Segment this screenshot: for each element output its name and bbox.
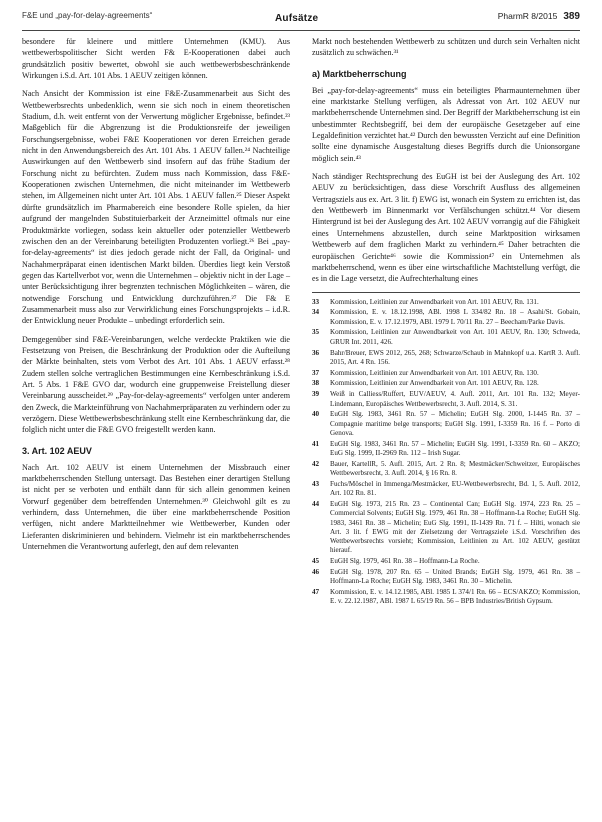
footnote <box>312 328 580 347</box>
section-heading: 3. Art. 102 AEUV <box>22 445 92 456</box>
footnote-number: 43 <box>312 479 320 488</box>
footnote-number: 37 <box>312 368 320 377</box>
footnote-number: 33 <box>312 297 320 306</box>
footnote <box>312 410 580 438</box>
paragraph: Demgegenüber sind F&E-Vereinbarungen, welche verdeckte Praktiken wie die Festsetzung von Preisen, die Beschränkung der Produktion oder die Aufteilung der Märkte beinhalten, stets vom Verbot des Art. 101 Abs. 1 AEUV erfasst.²⁸ Zudem stellen solche vertraglichen Bestimmungen eine Kernbeschränkung i.S.d. Art. 5 Abs. 1 F&E GVO dar, wodurch eine gruppenweise Freistellung dieser Vereinbarung ausscheidet.²⁹ „Pay-for-delay-agreements“ verfolgen unter anderem den Zweck, die Markteinführung von Nachahmerpräparaten zu verhindern oder zu verzögern. Diese Wettbewerbsbeschränkung stellt eine Kernbeschränkung dar, die folglich nicht unter die F&E GVO freigestellt werden kann. <box>22 334 290 435</box>
paragraph: Bei „pay-for-delay-agreements“ muss ein beteiligtes Pharmaunternehmen über eine marktstarke Stellung verfügen, als Adressat von Art. 102 AEUV nur marktbeherrschende Unternehmen sind. Der Begriff der Marktbeherrschung ist ein unbestimmter Rechtsbegriff, bei dem der europäische Gesetzgeber auf eine Legaldefinition verzichtet hat.⁴² Durch den bewussten Verzicht auf eine Definition sollte eine dynamische Ausgestaltung dieses Begriffs durch die Unionsorgane möglich sein.⁴³ <box>312 85 580 163</box>
footnote-number: 39 <box>312 390 320 399</box>
footnote-number: 35 <box>312 328 320 337</box>
footnote-text: Fuchs/Möschel in Immenga/Mestmäcker, EU-Wettbewerbsrecht, Bd. 1, 5. Aufl. 2012, Art. 102 Rn. 81. <box>330 479 580 498</box>
footnote-number: 47 <box>312 588 320 597</box>
footnote <box>312 588 580 607</box>
footnotes <box>312 298 580 607</box>
footnote-text: Kommission, Leitlinien zur Anwendbarkeit von Art. 101 AEUV, Rn. 130; Schweda, GRUR Int. 2011, 426. <box>330 328 580 346</box>
footnote-text: EuGH Slg. 1978, 207 Rn. 65 – United Brands; EuGH Slg. 1979, 461 Rn. 38 – Hoffmann-La Roche; EuGH Slg. 1983, 3461 Rn. 30 – Michelin. <box>330 568 580 586</box>
footnote-text: Kommission, Leitlinien zur Anwendbarkeit von Art. 101 AEUV, Rn. 130. <box>330 368 539 377</box>
footnote-text: Bahr/Breuer, EWS 2012, 265, 268; Schwarze/Schaub in Mahnkopf u.a. KartR 3. Aufl. 2015, Art. 4 Rn. 156. <box>330 348 580 366</box>
footnote <box>312 440 580 459</box>
footnote-number: 46 <box>312 568 320 577</box>
subsection-heading: a) Marktbeherrschung <box>312 68 407 79</box>
footnote-number: 40 <box>312 410 320 419</box>
paragraph: Nach Art. 102 AEUV ist einem Unternehmen der Missbrauch einer marktbeherrschenden Stellung untersagt. Das Bestehen einer derartigen Stellung ist nicht per se verboten und enthält dann für sich allein genommen keinen Vorwurf gegenüber dem betreffenden Unternehmen.³⁰ Gleichwohl gilt es zu verhindern, dass Unternehmen, die über eine marktbeherrschende Position verfügen, nicht andere Marktteilnehmer wie Wettbewerber, Kunden oder Lieferanten diskriminieren und behindern. Vielmehr ist ein marktbeherrschendes Unternehmen die Verantwortung auferlegt, den auf dem relevanten <box>22 462 290 552</box>
page-header <box>22 8 580 28</box>
right-column <box>312 36 580 608</box>
footnote-number: 34 <box>312 308 320 317</box>
footnote <box>312 568 580 587</box>
journal-issue <box>498 11 580 22</box>
footnote-text: EuGH Slg. 1979, 461 Rn. 38 – Hoffmann-La Roche. <box>330 557 480 566</box>
footnote <box>312 480 580 499</box>
footnote <box>312 557 580 566</box>
footnote <box>312 298 580 307</box>
footnote-text: EuGH Slg. 1983, 3461 Rn. 57 – Michelin; EuGH Slg. 2000, I-1445 Rn. 37 – Compagnie maritime belge transports; EuGH Slg. 1991, I-3359 Rn. 16 f. – Porto di Genova. <box>330 410 580 437</box>
page-number: 389 <box>563 11 580 22</box>
footnote-text: EuGH Slg. 1983, 3461 Rn. 57 – Michelin; EuGH Slg. 1991, I-3359 Rn. 60 – AKZO; EuG Slg. 1999, II-2969 Rn. 112 – Irish Sugar. <box>330 439 580 457</box>
footnote-text: Weiß in Calliess/Ruffert, EUV/AEUV, 4. Aufl. 2011, Art. 101 Rn. 132; Meyer-Lindemann, Europäisches Wettbewerbsrecht, 3. Aufl. 2014, S. 31. <box>330 390 580 408</box>
paragraph: Markt noch bestehenden Wettbewerb zu schützen und durch sein Verhalten nicht zusätzlich zu schwächen.³¹ <box>312 37 580 58</box>
footnote <box>312 390 580 409</box>
footnote-number: 42 <box>312 459 320 468</box>
footnote-number: 41 <box>312 439 320 448</box>
paragraph: besondere für kleinere und mittlere Unternehmen (KMU). Aus wettbewerbspolitischer Sicht werden F& E-Kooperationen dabei auch grundsätzlich positiv bewertet, obwohl sie auch wettbewerbsbeschränkende Wirkungen i.S.d. Art. 101 Abs. 1 AEUV zeitigen können. <box>22 37 290 81</box>
footnote-number: 45 <box>312 557 320 566</box>
footnote <box>312 500 580 556</box>
footnotes-rule <box>312 292 580 293</box>
footnote <box>312 369 580 378</box>
footnote-text: Kommission, Leitlinien zur Anwendbarkeit von Art. 101 AEUV, Rn. 131. <box>330 297 539 306</box>
footnote-text: Kommission, E. v. 14.12.1985, ABl. 1985 L 374/1 Rn. 66 – ECS/AKZO; Kommission, E. v. 22.12.1987, ABl. 1987 L 65/19 Rn. 56 – BPB Industries/British Gypsum. <box>330 588 580 606</box>
footnote-text: Kommission, E. v. 18.12.1998, ABl. 1998 L 334/82 Rn. 18 – Asahi/St. Gobain, Kommission, E. v. 17.12.1979, ABl. 1979 L 70/11 Rn. 27 – Beecham/Parke Davis. <box>330 308 580 326</box>
left-column <box>22 36 290 559</box>
footnote-text: Kommission, Leitlinien zur Anwendbarkeit von Art. 101 AEUV, Rn. 128. <box>330 379 539 388</box>
footnote-text: Bauer, KartellR, 5. Aufl. 2015, Art. 2 Rn. 8; Mestmäcker/Schweitzer, Europäisches Wettbewerbsrecht, 3. Aufl. 2014, § 16 Rn. 8. <box>330 459 580 478</box>
journal-name: PharmR 8/2015 <box>497 11 558 21</box>
paragraph: Nach ständiger Rechtsprechung des EuGH ist bei der Auslegung des Art. 102 AEUV zu berücksichtigen, dass diese Vorschrift Ausfluss des allgemeinen Vertragsziels aus ex. Art. 3 lit. f) EWG ist, wonach ein System zu errichten ist, das den Wettbewerb im Binnenmarkt vor Verfälschungen schützt.⁴⁴ Vor diesem Hintergrund ist bei der Auslegung des Art. 102 AEUV vorrangig auf die Fähigkeit eines Unternehmens abzustellen, durch seine Marktposition wirksamen Wettbewerb auf dem fraglichen Markt zu verhindern.⁴⁵ Daher betrachten die europäischen Gerichte⁴⁶ sowie die Kommission⁴⁷ ein Unternehmen als marktbeherrschend, wenn es über eine wirtschaftliche Machtstellung verfügt, die es in die Lage versetzt, die Aufrechterhaltung eines <box>312 172 580 284</box>
footnote-number: 44 <box>312 499 320 508</box>
footnote <box>312 308 580 327</box>
footnote-number: 36 <box>312 348 320 357</box>
running-title: F&E und „pay-for-delay-agreements“ <box>22 11 153 20</box>
footnote-text: EuGH Slg. 1973, 215 Rn. 23 – Continental Can; EuGH Slg. 1974, 223 Rn. 25 – Commercial Solvents; EuGH Slg. 1979, 461 Rn. 38 – Hoffmann-La Roche; EuGH Slg. 1983, 3461 Rn. 38 – Michelin; EuG Slg. 1991, II-1439 Rn. 71 f. – Hilti, wonach sie Art. 3 lit. f EWG mit der Zielsetzung der Vertragsziele i.S.d. Vorschriften des Wettbewerbsrechts vorsieht; Kommission, Leitlinien zu Art. 102 AEUV, gestützt hierauf. <box>330 499 580 555</box>
paragraph: Nach Ansicht der Kommission ist eine F&E-Zusammenarbeit aus Sicht des Wettbewerbsrechts unbedenklich, wenn sie sich noch in einem theoretischen Stadium, d.h. weit entfernt von der Verwertung möglicher Ergebnisse, befindet.²³ Maßgeblich für die Abgrenzung ist die Produktionsreife der jeweiligen Forschungsergebnisse, wobei F&E Kooperationen vor deren Erreichen gerade nicht in den Anwendungsbereich des Art. 101 Abs. 1 AEUV fallen.²⁴ Nachteilige Auswirkungen auf den Wettbewerb sind insofern auf das frühe Stadium der Forschung nicht zu befürchten. Zudem muss nach Kommission, dass F&E-Kooperationen zwischen Unternehmen, die nicht miteinander im Wettbewerb stehen, im Allgemeinen nicht unter Art. 101 Abs. 1 AEUV fallen.²⁵ Dieser Aspekt dürfte grundsätzlich im Pharmabereich eine besondere Rolle spielen, da hier aufgrund der mangelnden Substituierbarkeit der Arzneimittel oftmals nur eine Produktmärkte vorliegen, sodass kein aktueller oder potenzieller Wettbewerb zwischen den an der Vereinbarung beteiligten Produzenten vorliegt.²⁶ Bei „pay-for-delay-agreements“ ist dies jedoch gerade nicht der Fall, da Original- und Nachahmerpräparat einen identischen Markt bilden. Überdies liegt kein Verstoß gegen das Kartellverbot vor, wenn die Unternehmen – objektiv nicht in der Lage – unter Berücksichtigung ihrer begrenzten technischen Möglichkeiten – wären, die notwendige Forschung und Entwicklung durchzuführen.²⁷ Die F& E Zusammenarbeit muss also zur Verwirklichung eines Forschungsprojekts – i.d.R. der Entwicklung neuer Produkte – unbedingt erforderlich sein. <box>22 89 290 326</box>
footnote <box>312 460 580 479</box>
footnote <box>312 349 580 368</box>
section-label: Aufsätze <box>275 13 319 24</box>
header-rule <box>22 30 580 31</box>
footnote <box>312 379 580 388</box>
footnote-number: 38 <box>312 379 320 388</box>
